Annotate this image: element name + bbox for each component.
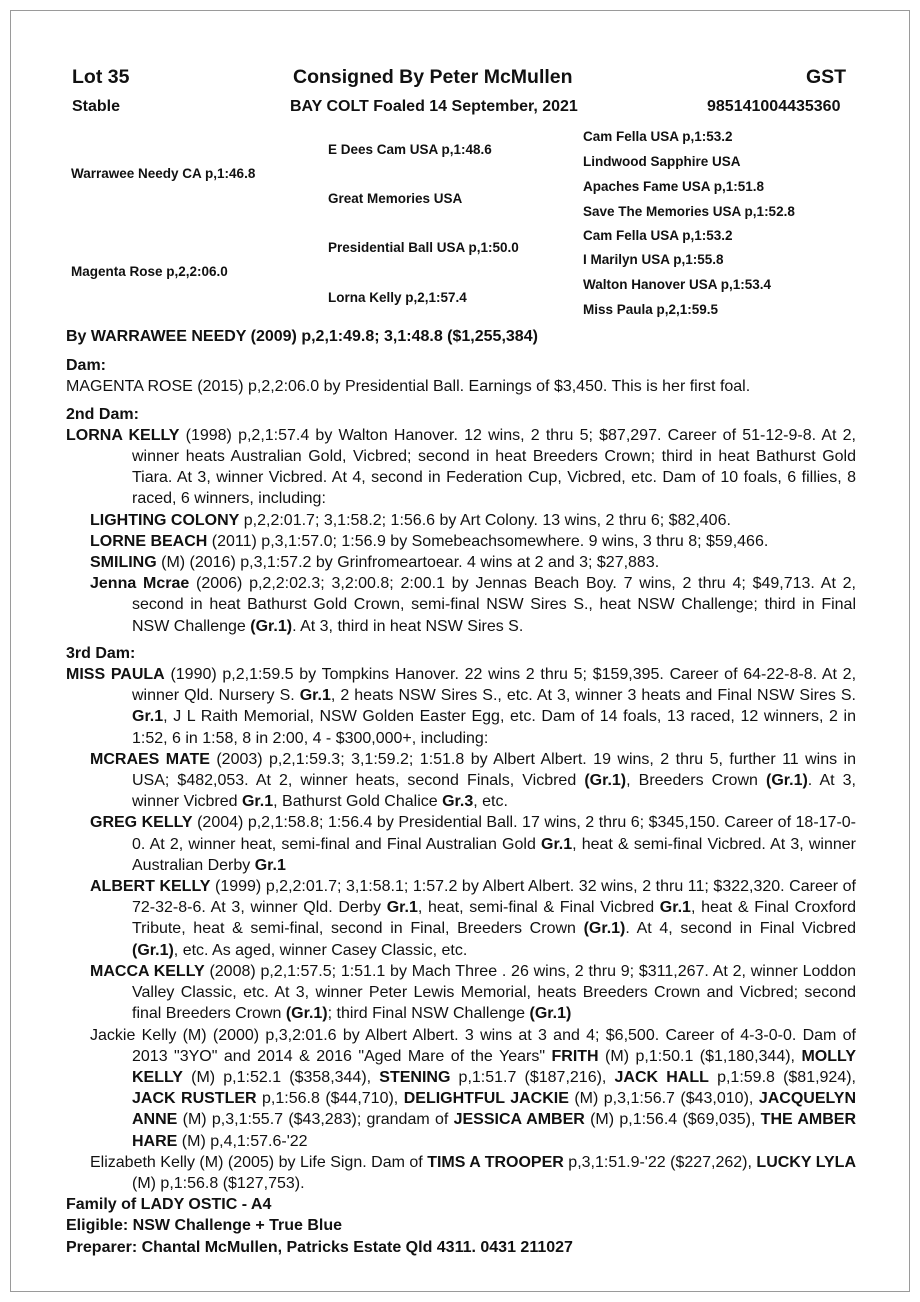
entry-text: (M) p,3,1:55.7 ($43,283); grandam of bbox=[177, 1111, 454, 1129]
second-dam-heading: 2nd Dam: bbox=[66, 405, 139, 423]
grade-label: (Gr.1) bbox=[250, 617, 293, 635]
grade-label: (Gr.1) bbox=[529, 1005, 572, 1023]
entry-text: Jackie Kelly (M) (2000) p,3,2:01.6 by Albert Albert. 3 wins at 3 and 4; $6,500. Career of 4-3-0-0. Dam of 2013 "3YO" and 2014 & 2016 "Aged Mare of the Years" bbox=[90, 1026, 856, 1065]
entry-text: p,3,1:51.9-'22 ($227,262), bbox=[563, 1153, 757, 1171]
entry-text: (1999) p,2,2:01.7; 3,1:58.1; 1:57.2 by Albert Albert. 32 wins, 2 thru 11; $322,320. Career of 72-32-8-6. At 3, winner Qld. Derby bbox=[132, 878, 856, 917]
horse-name: MACCA KELLY bbox=[90, 962, 205, 980]
entry-text: , 2 heats NSW Sires S., etc. At 3, winner 3 heats and Final NSW Sires S. bbox=[330, 687, 857, 705]
second-dam-entry bbox=[66, 425, 856, 510]
entry-text: p,1:59.8 ($81,924), bbox=[708, 1068, 857, 1086]
pedigree-g5: Cam Fella USA p,1:53.2 bbox=[583, 228, 733, 243]
grade-label: Gr.1 bbox=[659, 899, 691, 917]
third-dam-entry bbox=[66, 664, 856, 749]
entry-text: (M) p,4,1:57.6-'22 bbox=[177, 1132, 308, 1150]
pedigree-g6: I Marilyn USA p,1:55.8 bbox=[583, 252, 724, 267]
horse-name: FRITH bbox=[551, 1047, 599, 1065]
horse-name: MCRAES MATE bbox=[90, 750, 210, 768]
entry-text: (M) p,3,1:56.7 ($43,010), bbox=[568, 1090, 759, 1108]
entry-text: (M) p,1:50.1 ($1,180,344), bbox=[598, 1047, 802, 1065]
pedigree-sire: Warrawee Needy CA p,1:46.8 bbox=[71, 166, 256, 181]
grade-label: Gr.3 bbox=[442, 793, 474, 811]
microchip-number: 985141004435360 bbox=[707, 98, 841, 115]
horse-description: BAY COLT Foaled 14 September, 2021 bbox=[290, 98, 578, 115]
entry-text: Elizabeth Kelly (M) (2005) by Life Sign. Dam of bbox=[90, 1153, 428, 1171]
entry-text: ; third Final NSW Challenge bbox=[327, 1005, 530, 1023]
horse-name: JACK RUSTLER bbox=[132, 1090, 257, 1108]
grade-label: Gr.1 bbox=[299, 687, 331, 705]
grade-label: Gr.1 bbox=[241, 793, 274, 811]
entry-text: , heat, semi-final & Final Vicbred bbox=[417, 899, 660, 917]
pedigree-g4: Save The Memories USA p,1:52.8 bbox=[583, 204, 795, 219]
third-dam-heading: 3rd Dam: bbox=[66, 644, 136, 662]
progeny-entry bbox=[66, 1152, 856, 1194]
horse-name: ALBERT KELLY bbox=[90, 878, 211, 896]
pedigree-dam: Magenta Rose p,2,2:06.0 bbox=[71, 264, 228, 279]
grade-label: Gr.1 bbox=[132, 708, 164, 726]
grade-label: Gr.1 bbox=[254, 856, 286, 874]
pedigree-g3: Apaches Fame USA p,1:51.8 bbox=[583, 179, 765, 194]
horse-name: JACQUELYN ANNE bbox=[132, 1090, 857, 1129]
horse-name: LORNE BEACH bbox=[90, 532, 208, 550]
grade-label: Gr.1 bbox=[386, 899, 418, 917]
grade-label: Gr.1 bbox=[541, 835, 573, 853]
catalogue-body bbox=[66, 326, 856, 1258]
entry-text: , Breeders Crown bbox=[626, 772, 766, 790]
grade-label: (Gr.1) bbox=[583, 920, 626, 938]
progeny-entry bbox=[66, 573, 856, 637]
entry-text: (M) p,1:52.1 ($358,344), bbox=[182, 1068, 380, 1086]
horse-name: SMILING bbox=[90, 554, 157, 572]
entry-text: . At 4, second in Final Vicbred bbox=[625, 920, 857, 938]
lot-number: Lot 35 bbox=[72, 66, 130, 88]
entry-text: (2011) p,3,1:57.0; 1:56.9 by Somebeachsomewhere. 9 wins, 3 thru 8; $59,466. bbox=[207, 532, 769, 550]
horse-name: LIGHTING COLONY bbox=[90, 511, 240, 529]
horse-name: TIMS A TROOPER bbox=[427, 1153, 564, 1171]
eligibility-line: Eligible: NSW Challenge + True Blue bbox=[66, 1217, 343, 1235]
horse-name: STENING bbox=[379, 1068, 451, 1086]
sire-summary: By WARRAWEE NEEDY (2009) p,2,1:49.8; 3,1:48.8 ($1,255,384) bbox=[66, 328, 538, 345]
progeny-entry bbox=[66, 531, 856, 552]
entry-text: p,1:51.7 ($187,216), bbox=[450, 1068, 615, 1086]
location: Stable bbox=[72, 98, 121, 115]
horse-name: MISS PAULA bbox=[66, 666, 165, 684]
entry-text: (2004) p,2,1:58.8; 1:56.4 by Presidential Ball. 17 wins, 2 thru 6; $345,150. Career of 18-17-0-0. At 2, winner heat, semi-final and Final Australian Gold bbox=[132, 814, 856, 853]
grade-label: (Gr.1) bbox=[285, 1005, 328, 1023]
progeny-entry bbox=[66, 812, 856, 876]
preparer-line: Preparer: Chantal McMullen, Patricks Estate Qld 4311. 0431 211027 bbox=[66, 1238, 573, 1256]
entry-text: , etc. As aged, winner Casey Classic, etc. bbox=[173, 941, 468, 959]
grade-label: (Gr.1) bbox=[132, 941, 174, 959]
horse-name: LUCKY LYLA bbox=[756, 1153, 857, 1171]
progeny-entry bbox=[66, 552, 856, 573]
horse-name: LORNA KELLY bbox=[66, 426, 180, 444]
progeny-entry bbox=[66, 1025, 856, 1152]
entry-text: (M) p,1:56.4 ($69,035), bbox=[584, 1111, 761, 1129]
horse-name: MOLLY KELLY bbox=[132, 1047, 856, 1086]
gst-label: GST bbox=[806, 66, 847, 88]
consignor: Consigned By Peter McMullen bbox=[293, 66, 573, 88]
entry-text: , heat & semi-final Vicbred. At 3, winner Australian Derby bbox=[132, 835, 856, 874]
grade-label: (Gr.1) bbox=[584, 772, 627, 790]
progeny-entry bbox=[66, 749, 856, 813]
entry-text: , heat & Final Croxford Tribute, heat & semi-final, second in Final, Breeders Crown bbox=[132, 899, 856, 938]
pedigree-g1: Cam Fella USA p,1:53.2 bbox=[583, 129, 733, 144]
pedigree-dam-sire: Presidential Ball USA p,1:50.0 bbox=[328, 240, 519, 255]
progeny-entry bbox=[66, 510, 856, 531]
entry-text: (1998) p,2,1:57.4 by Walton Hanover. 12 wins, 2 thru 5; $87,297. Career of 51-12-9-8. At 2, winner heats Australian Gold, Vicbred; second in heat Breeders Crown; third in heat Bathurst Gold Tiara. At 3, winner Vicbred. At 4, second in Federation Cup, Vicbred, etc. Dam of 10 foals, 6 fillies, 8 raced, 6 winners, including: bbox=[132, 426, 856, 508]
entry-text: p,2,2:01.7; 3,1:58.2; 1:56.6 by Art Colony. 13 wins, 2 thru 6; $82,406. bbox=[239, 511, 731, 529]
entry-text: (M) p,1:56.8 ($127,753). bbox=[132, 1174, 305, 1192]
pedigree-dam-dam: Lorna Kelly p,2,1:57.4 bbox=[328, 290, 467, 305]
entry-text: (2003) p,2,1:59.3; 3,1:59.2; 1:51.8 by Albert Albert. 19 wins, 2 thru 5, further 11 wins in USA; $482,053. At 2, winner heats, second Finals, Vicbred bbox=[132, 750, 857, 790]
horse-name: GREG KELLY bbox=[90, 814, 193, 832]
pedigree-g2: Lindwood Sapphire USA bbox=[583, 154, 741, 169]
horse-name: Jenna Mcrae bbox=[90, 575, 190, 593]
progeny-entry bbox=[66, 876, 856, 961]
entry-text: (2008) p,2,1:57.5; 1:51.1 by Mach Three . 26 wins, 2 thru 9; $311,267. At 2, winner Loddon Valley Classic, etc. At 3, winner Peter Lewis Memorial, heats Breeders Crown and Vicbred; second final Breeders Crown bbox=[132, 962, 856, 1023]
pedigree-sire-sire: E Dees Cam USA p,1:48.6 bbox=[328, 142, 492, 157]
family-line: Family of LADY OSTIC - A4 bbox=[66, 1196, 272, 1214]
entry-text: . At 3, winner Vicbred bbox=[132, 772, 857, 811]
pedigree-g8: Miss Paula p,2,1:59.5 bbox=[583, 302, 719, 317]
progeny-entry bbox=[66, 961, 856, 1025]
dam-heading: Dam: bbox=[66, 357, 107, 375]
entry-text: , Bathurst Gold Chalice bbox=[273, 793, 443, 811]
dam-text: MAGENTA ROSE (2015) p,2,2:06.0 by Presidential Ball. Earnings of $3,450. This is her first foal. bbox=[66, 378, 751, 396]
entry-text: (1990) p,2,1:59.5 by Tompkins Hanover. 22 wins 2 thru 5; $159,395. Career of 64-22-8-8. At 2, winner Qld. Nursery S. bbox=[132, 666, 857, 705]
entry-text: (M) (2016) p,3,1:57.2 by Grinfromeartoear. 4 wins at 2 and 3; $27,883. bbox=[156, 554, 660, 572]
entry-text: p,1:56.8 ($44,710), bbox=[256, 1090, 404, 1108]
pedigree-g7: Walton Hanover USA p,1:53.4 bbox=[583, 277, 772, 292]
entry-text: , etc. bbox=[473, 793, 508, 811]
horse-name: JACK HALL bbox=[614, 1068, 709, 1086]
horse-name: THE AMBER HARE bbox=[132, 1111, 857, 1150]
entry-text: . At 3, third in heat NSW Sires S. bbox=[292, 617, 524, 635]
entry-text: , J L Raith Memorial, NSW Golden Easter Egg, etc. Dam of 14 foals, 13 raced, 12 winners, 2 in 1:52, 6 in 1:58, 8 in 2:00, 4 - $300,000+, including: bbox=[132, 708, 856, 747]
horse-name: JESSICA AMBER bbox=[453, 1111, 585, 1129]
horse-name: DELIGHTFUL JACKIE bbox=[403, 1090, 569, 1108]
pedigree-sire-dam: Great Memories USA bbox=[328, 191, 463, 206]
entry-text: (2006) p,2,2:02.3; 3,2:00.8; 2:00.1 by Jennas Beach Boy. 7 wins, 2 thru 4; $49,713. At 2, second in heat Bathurst Gold Crown, semi-final NSW Sires S., heat NSW Challenge; third in Final NSW Challenge bbox=[132, 575, 857, 635]
grade-label: (Gr.1) bbox=[766, 772, 808, 790]
